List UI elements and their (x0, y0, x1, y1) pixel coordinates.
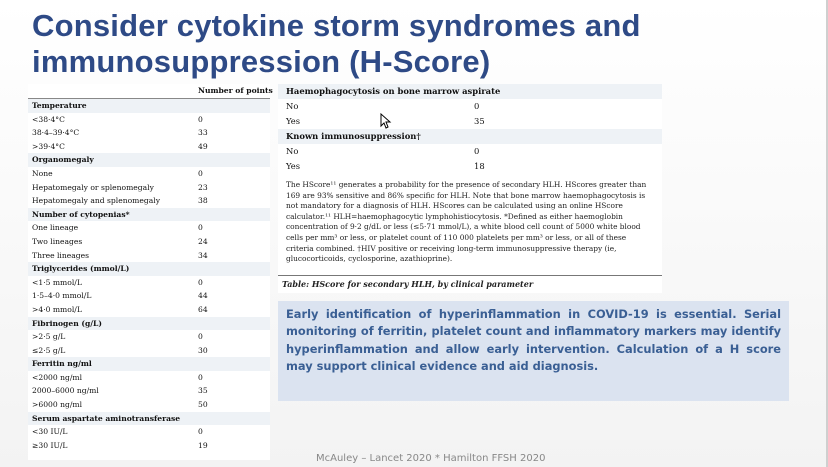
row-points: 33 (198, 128, 208, 138)
table-row (28, 384, 270, 398)
table-row (28, 194, 270, 208)
row-points: 0 (198, 332, 203, 342)
row-label: <38·4°C (32, 114, 65, 124)
row-points: 38 (198, 196, 208, 206)
row-label: Yes (286, 161, 301, 171)
table-row (28, 221, 270, 235)
row-label: One lineage (32, 223, 79, 233)
row-points: 0 (198, 277, 203, 287)
row-label: Haemophagocytosis on bone marrow aspirate (286, 86, 501, 96)
table-section-row (28, 357, 270, 371)
table-section-row (28, 317, 270, 331)
citation: McAuley – Lancet 2020 * Hamilton FFSH 2020 (316, 453, 546, 464)
row-label: Ferritin ng/ml (32, 359, 92, 369)
row-label: No (286, 101, 299, 111)
row-points: 35 (474, 116, 485, 126)
row-label: >6000 ng/ml (32, 400, 83, 410)
table-row (278, 144, 662, 159)
table-row (28, 276, 270, 290)
table-row (28, 344, 270, 358)
table-row (28, 303, 270, 317)
table-row (28, 398, 270, 412)
table-row (278, 114, 662, 129)
table-row (28, 371, 270, 385)
table-section-row (278, 129, 662, 144)
table-section-row (28, 208, 270, 222)
table-rows (28, 99, 270, 452)
table-row (28, 140, 270, 154)
row-label: 2000–6000 ng/ml (32, 386, 99, 396)
row-points: 0 (474, 101, 480, 111)
table-row (28, 425, 270, 439)
table-row (28, 167, 270, 181)
row-points: 19 (198, 440, 208, 450)
table-row (28, 330, 270, 344)
row-label: No (286, 146, 299, 156)
row-label: Number of cytopenias* (32, 209, 130, 219)
row-label: Yes (286, 116, 301, 126)
table-row (278, 159, 662, 174)
row-label: ≥30 IU/L (32, 440, 68, 450)
row-points: 0 (198, 372, 203, 382)
table-row (28, 289, 270, 303)
table-section-row (278, 84, 662, 99)
row-label: Triglycerides (mmol/L) (32, 264, 130, 274)
row-points: 23 (198, 182, 208, 192)
table-footnote: The HScore¹¹ generates a probability for the presence of secondary HLH. HScores greater than 169 are 93% sensitive and 86% specific for HLH. Note that bone marrow haemophagocytosis is not mandatory for a diagnosis of HLH. HScores can be calculated using an online HScore calculator.¹¹ HLH=haemophagocytic lymphohistiocytosis. *Defined as either haemoglobin concentration of 9·2 g/dL or less (≤5·71 mmol/L), a white blood cell count of 5000 white blood cells per mm³ or less, or platelet count of 110 000 platelets per mm³ or less, or all of these criteria combined. †HIV positive or receiving long-term immunosuppressive therapy (ie, glucocorticoids, cyclosporine, azathioprine). (286, 180, 647, 264)
row-label: <1·5 mmol/L (32, 277, 82, 287)
row-label: <30 IU/L (32, 427, 68, 437)
row-points: 24 (198, 236, 208, 246)
row-points: 0 (474, 146, 480, 156)
row-label: Serum aspartate aminotransferase (32, 413, 181, 423)
table-row (28, 181, 270, 195)
row-points: 0 (198, 114, 203, 124)
row-points: 50 (198, 400, 208, 410)
row-label: >4·0 mmol/L (32, 304, 82, 314)
row-points: 64 (198, 304, 208, 314)
table-header (28, 84, 273, 99)
row-label: Known immunosuppression† (286, 131, 421, 141)
row-points: 0 (198, 223, 203, 233)
row-points: 30 (198, 345, 208, 355)
row-label: ≤2·5 g/L (32, 345, 66, 355)
row-label: Hepatomegaly and splenomegaly (32, 196, 160, 206)
table-caption: Table: HScore for secondary HLH, by clinical parameter (278, 275, 662, 289)
row-points: 35 (198, 386, 208, 396)
table-rows-right (278, 84, 662, 174)
row-points: 49 (198, 141, 208, 151)
row-points: 18 (474, 161, 485, 171)
table-row (28, 113, 270, 127)
row-label: Two lineages (32, 236, 83, 246)
row-label: <2000 ng/ml (32, 372, 83, 382)
table-row (28, 439, 270, 453)
table-row (278, 99, 662, 114)
row-points: 0 (198, 168, 203, 178)
table-row (28, 235, 270, 249)
table-section-row (28, 262, 270, 276)
row-points: 44 (198, 291, 208, 301)
row-label: Hepatomegaly or splenomegaly (32, 182, 154, 192)
table-section-row (28, 153, 270, 167)
hscore-table-left (28, 84, 273, 460)
row-label: Three lineages (32, 250, 90, 260)
row-label: Fibrinogen (g/L) (32, 318, 102, 328)
slide-title: Consider cytokine storm syndromes and immunosuppression (H-Score) (32, 8, 641, 79)
table-row (28, 249, 270, 263)
row-points: 0 (198, 427, 203, 437)
row-label: >39·4°C (32, 141, 65, 151)
row-points: 34 (198, 250, 208, 260)
row-label: Organomegaly (32, 155, 94, 165)
row-label: None (32, 168, 53, 178)
table-header-points: Number of points (198, 86, 273, 95)
table-row (28, 126, 270, 140)
row-label: Temperature (32, 101, 87, 110)
mouse-cursor-icon (380, 113, 392, 129)
callout-box: Early identification of hyperinflammation in COVID-19 is essential. Serial monitoring of ferritin, platelet count and inflammatory markers may identify hyperinflammation and allow early intervention. Calculation of a H score may support clinical evidence and aid diagnosis. (278, 301, 789, 401)
row-label: 1·5–4·0 mmol/L (32, 291, 92, 301)
row-label: >2·5 g/L (32, 332, 66, 342)
hscore-table-right (278, 84, 662, 293)
row-label: 38·4–39·4°C (32, 128, 80, 138)
table-section-row (28, 99, 270, 113)
table-section-row (28, 412, 270, 426)
